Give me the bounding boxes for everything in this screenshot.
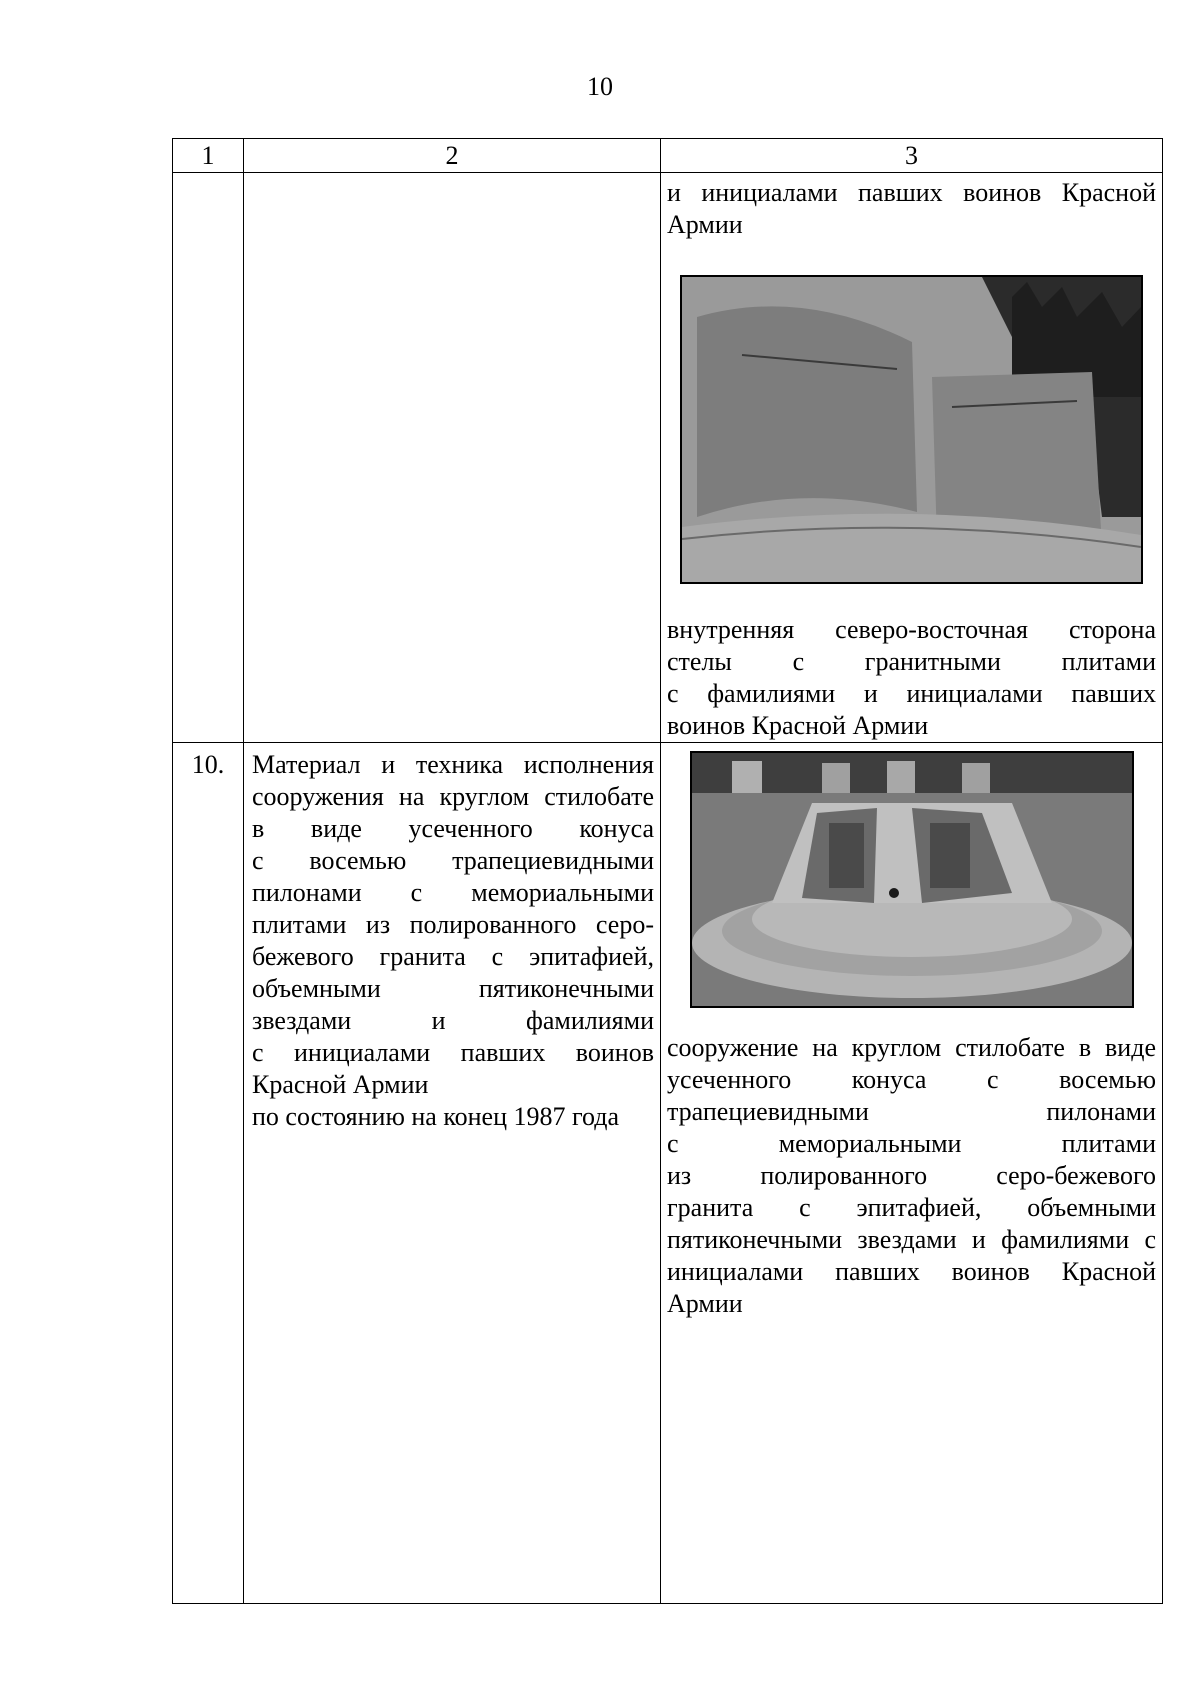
description-line: с инициалами павших воинов <box>252 1038 654 1067</box>
monument-table <box>172 138 1163 1604</box>
description-line: звездами и фамилиями <box>252 1006 654 1035</box>
cont-text-line: и инициалами павших воинов Красной <box>667 178 1156 207</box>
description-line: объемными пятиконечными <box>252 974 654 1003</box>
page-number: 10 <box>587 72 613 101</box>
row10-photo-cell <box>661 743 1163 1604</box>
description-line: сооружения на круглом стилобате <box>252 782 654 811</box>
monument-photo <box>690 751 1134 1008</box>
caption-line: с мемориальными плитами <box>667 1129 1156 1158</box>
caption-line: гранита с эпитафией, объемными <box>667 1193 1156 1222</box>
caption-line: Армии <box>667 1289 743 1318</box>
description-line: пилонами с мемориальными <box>252 878 654 907</box>
description-line: по состоянию на конец 1987 года <box>252 1102 620 1131</box>
description-line: бежевого гранита с эпитафией, <box>252 942 654 971</box>
cont-cell-1 <box>173 173 244 743</box>
caption-line: трапециевидными пилонами <box>667 1097 1156 1126</box>
cont-cell-2 <box>244 173 661 743</box>
caption-line: воинов Красной Армии <box>667 711 929 740</box>
description-line: в виде усеченного конуса <box>252 814 654 843</box>
header-col-1: 1 <box>173 139 244 173</box>
caption-line: из полированного серо-бежевого <box>667 1161 1156 1190</box>
caption-line: инициалами павших воинов Красной <box>667 1257 1156 1286</box>
description-line: Красной Армии <box>252 1070 429 1099</box>
header-col-3: 3 <box>661 139 1163 173</box>
caption-line: стелы с гранитными плитами <box>667 647 1156 676</box>
row10-description <box>244 743 661 1604</box>
caption-line: внутренняя северо-восточная сторона <box>667 615 1156 644</box>
table-row-continuation <box>173 173 1163 743</box>
description-line: Материал и техника исполнения <box>252 750 654 779</box>
cont-cell-3 <box>661 173 1163 743</box>
cont-text-line: Армии <box>667 210 743 239</box>
description-line: плитами из полированного серо- <box>252 910 654 939</box>
caption-line: пятиконечными звездами и фамилиями с <box>667 1225 1156 1254</box>
table-row-10 <box>173 743 1163 1604</box>
stele-photo-image <box>682 277 1141 582</box>
description-line: с восемью трапециевидными <box>252 846 654 875</box>
monument-photo-image <box>692 753 1132 1006</box>
caption-line: сооружение на круглом стилобате в виде <box>667 1033 1156 1062</box>
stele-photo <box>680 275 1143 584</box>
caption-line: с фамилиями и инициалами павших <box>667 679 1156 708</box>
caption-line: усеченного конуса с восемью <box>667 1065 1156 1094</box>
header-col-2: 2 <box>244 139 661 173</box>
row-number: 10. <box>173 743 244 1604</box>
table-header-row <box>173 139 1163 173</box>
